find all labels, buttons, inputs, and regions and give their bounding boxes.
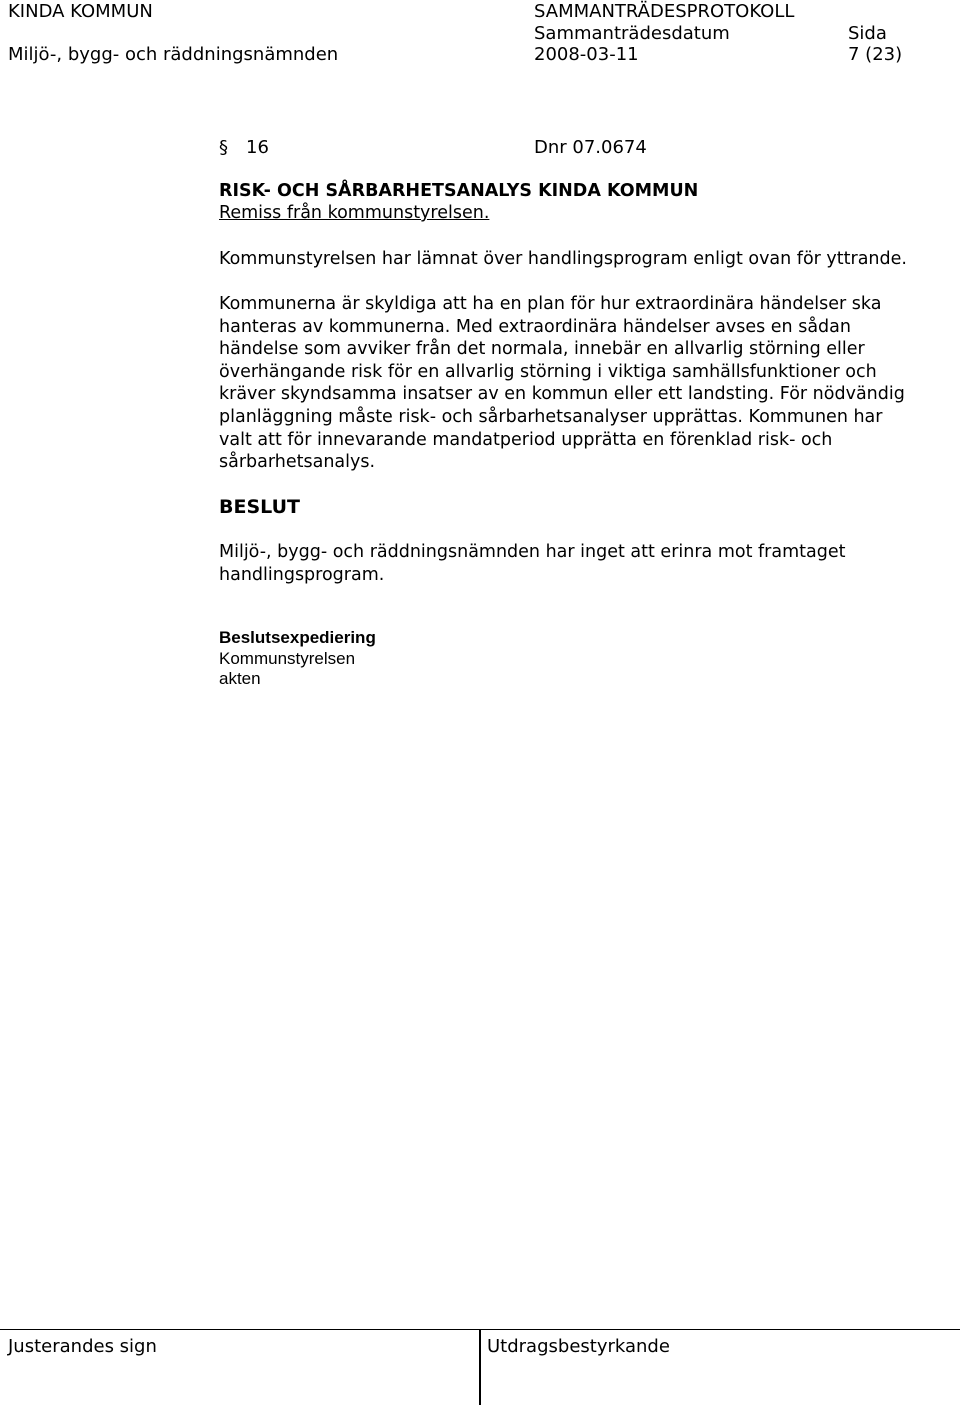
beslut-paragraph bbox=[219, 541, 959, 586]
beslut-line: handlingsprogram. bbox=[219, 564, 385, 585]
header-doc-type: SAMMANTRÄDESPROTOKOLL bbox=[534, 1, 795, 22]
body-paragraph-1 bbox=[219, 248, 959, 271]
header-page-label: Sida bbox=[848, 23, 887, 44]
expediering-item: Kommunstyrelsen bbox=[219, 649, 356, 668]
section-dnr: Dnr 07.0674 bbox=[534, 137, 647, 158]
footer-justerandes-sign: Justerandes sign bbox=[8, 1336, 157, 1357]
body-line: valt att för innevarande mandatperiod upprätta en förenklad risk- och bbox=[219, 429, 833, 450]
footer-divider bbox=[479, 1330, 481, 1405]
header-date-label: Sammanträdesdatum bbox=[534, 23, 730, 44]
header-org: KINDA KOMMUN bbox=[8, 1, 153, 22]
expediering-heading: Beslutsexpediering bbox=[219, 628, 376, 647]
body-line: händelse som avviker från det normala, innebär en allvarlig störning eller bbox=[219, 339, 865, 360]
header-committee: Miljö-, bygg- och räddningsnämnden bbox=[8, 44, 339, 65]
section-symbol: § bbox=[219, 137, 228, 158]
beslut-heading: BESLUT bbox=[219, 496, 300, 518]
body-line: planläggning måste risk- och sårbarhetsanalyser upprättas. Kommunen har bbox=[219, 406, 883, 427]
header-date: 2008-03-11 bbox=[534, 44, 639, 65]
header-page-number: 7 (23) bbox=[848, 44, 903, 65]
section-remiss: Remiss från kommunstyrelsen. bbox=[219, 203, 490, 223]
footer-utdragsbestyrkande: Utdragsbestyrkande bbox=[487, 1336, 670, 1357]
body-line: överhängande risk för en allvarlig störning i viktiga samhällsfunktioner och bbox=[219, 361, 877, 382]
body-line: kräver skyndsamma insatser av en kommun eller ett landsting. För nödvändig bbox=[219, 384, 905, 405]
expediering-item: akten bbox=[219, 669, 261, 688]
beslut-line: Miljö-, bygg- och räddningsnämnden har inget att erinra mot framtaget bbox=[219, 542, 846, 562]
section-number: 16 bbox=[246, 137, 269, 158]
body-paragraph-2 bbox=[219, 293, 959, 474]
body-line: hanteras av kommunerna. Med extraordinära händelser avses en sådan bbox=[219, 316, 851, 337]
section-title: RISK- OCH SÅRBARHETSANALYS KINDA KOMMUN bbox=[219, 181, 699, 201]
body-line: Kommunerna är skyldiga att ha en plan för hur extraordinära händelser ska bbox=[219, 294, 882, 314]
body-paragraph-1-text: Kommunstyrelsen har lämnat över handlingsprogram enligt ovan för yttrande. bbox=[219, 249, 907, 269]
footer-signature-boxes bbox=[0, 1329, 960, 1404]
body-line: sårbarhetsanalys. bbox=[219, 452, 376, 473]
